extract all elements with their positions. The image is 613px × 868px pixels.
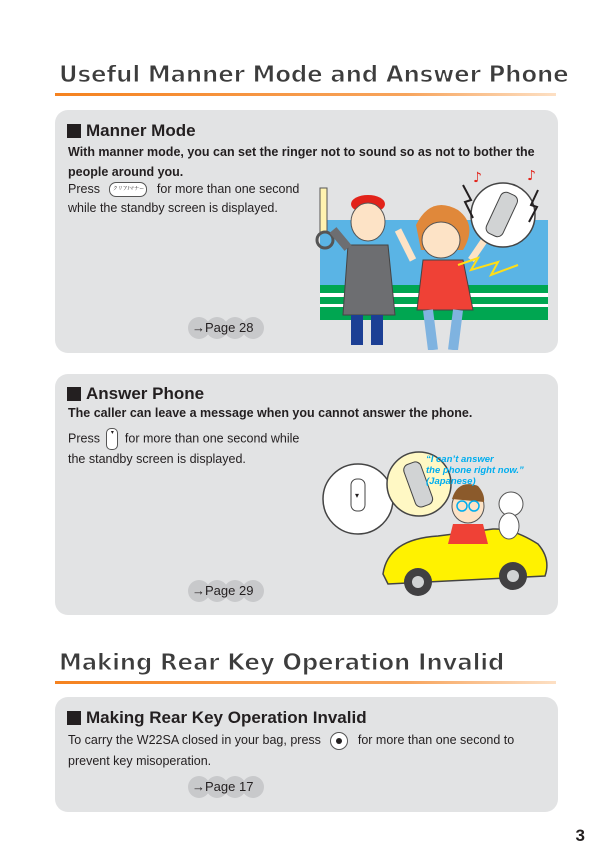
manner-mode-title-text: Manner Mode [86,121,196,140]
page-link-label: →Page 17 [192,779,254,794]
instruction-after-key: for more than one second to [357,733,515,747]
section-title: Useful Manner Mode and Answer Phone [59,62,569,88]
rear-key-panel [55,697,558,812]
page-28-link[interactable] [188,317,268,339]
clear-manner-key-icon: クリア/マナー [109,182,147,197]
square-bullet-icon [67,387,81,401]
rear-key-title [67,708,367,728]
instruction-after-key: for more than one second while [124,431,300,446]
instruction-line-2: the standby screen is displayed. [68,452,246,466]
answer-phone-title-text: Answer Phone [86,384,205,403]
manner-mode-panel [55,110,558,353]
description-line-1: With manner mode, you can set the ringer not to sound so as not to bother the [68,145,535,159]
page-number: 3 [575,826,585,845]
speech-caption [426,454,524,487]
square-bullet-icon [67,124,81,138]
square-bullet-icon [67,711,81,725]
svg-text:♪: ♪ [473,170,482,186]
answer-memo-key-icon: ▾ [106,428,118,450]
answer-phone-title [67,384,204,404]
answer-phone-description: The caller can leave a message when you cannot answer the phone. [68,406,473,420]
section-heading-manner-answer [55,62,569,96]
section-heading-rear-key [55,650,556,684]
page-link-label: →Page 29 [192,583,254,598]
instruction-before-key: To carry the W22SA closed in your bag, press [68,733,321,747]
press-label: Press [68,182,100,196]
section-title: Making Rear Key Operation Invalid [59,650,505,676]
instruction-after-key: for more than one second [156,182,300,196]
speech-line-1: “I can’t answer [426,454,494,465]
instruction-line-2: prevent key misoperation. [68,754,212,768]
manner-mode-instruction [68,180,299,218]
manner-mode-illustration [313,170,548,350]
page-29-link[interactable] [188,580,268,602]
instruction-line-2: while the standby screen is displayed. [68,201,278,215]
center-key-icon [330,732,348,750]
manner-mode-title [67,121,196,141]
description-line-2: people around you. [68,165,184,179]
rear-key-instruction [68,730,514,772]
section-rule [55,93,556,96]
rear-key-title-text: Making Rear Key Operation Invalid [86,708,367,727]
section-rule [55,681,556,684]
svg-text:▾: ▾ [355,491,360,500]
svg-text:♪: ♪ [527,170,536,184]
press-label: Press [68,431,100,446]
speech-line-3: (Japanese) [426,476,476,487]
speech-line-2: the phone right now.” [426,465,524,476]
page-link-label: →Page 28 [192,320,254,335]
answer-phone-instruction [68,428,299,469]
answer-phone-panel [55,374,558,615]
page-17-link[interactable] [188,776,268,798]
